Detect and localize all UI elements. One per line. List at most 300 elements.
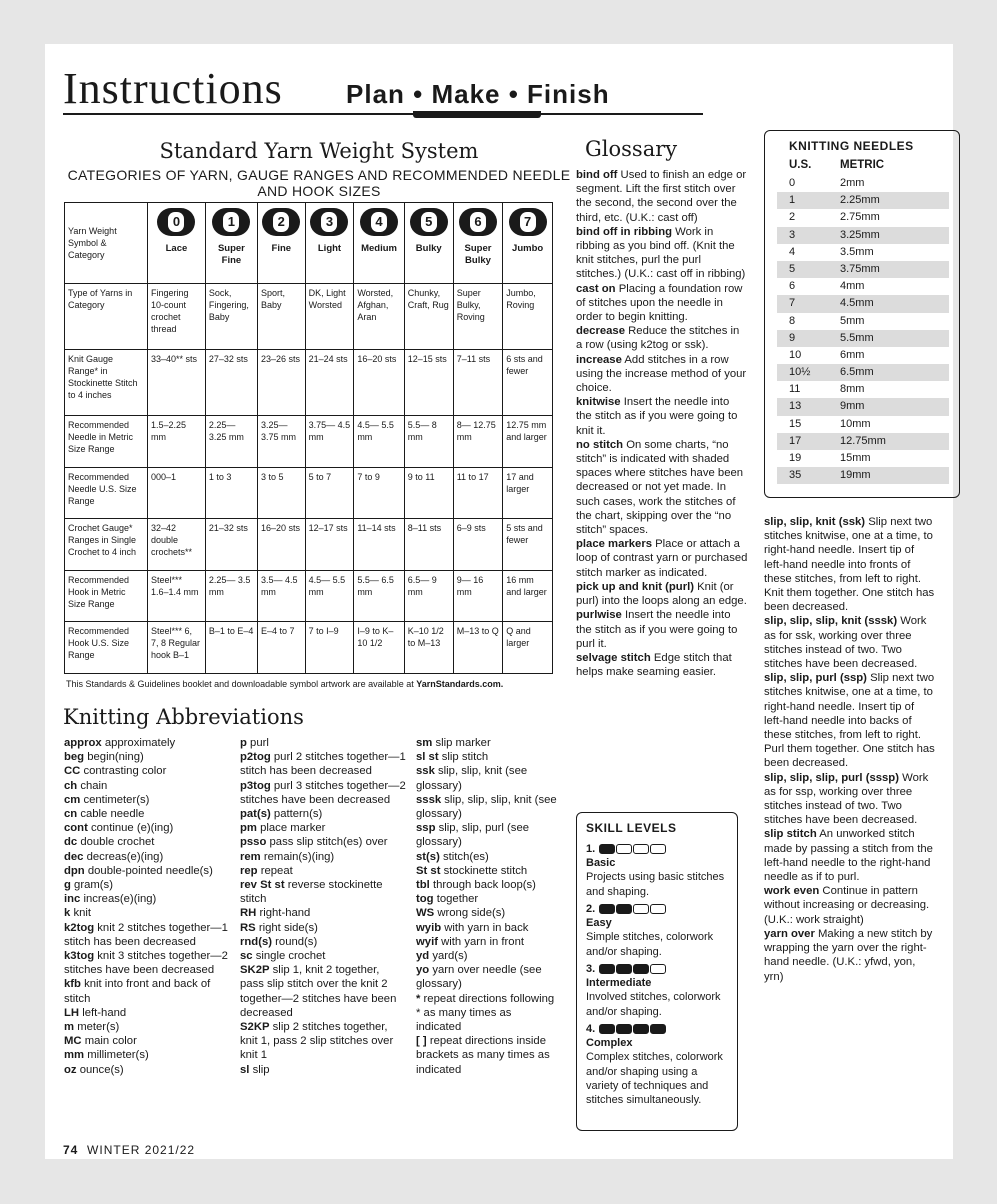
yarn-note [66, 679, 503, 689]
needles-metric-header: METRIC [840, 159, 885, 171]
yarn-system-title: Standard Yarn Weight System [159, 139, 479, 163]
needle-row [777, 467, 949, 484]
glossary-definition: Slip next two stitches knitwise, one at a time, to right-hand needle. Insert tip of left-hand needle into fronts of these stitches, from left to right. Knit them together. One stitch has been decreased. [764, 516, 935, 614]
yarn-cell: 11 to 17 [453, 467, 503, 519]
yarn-table-row [65, 284, 553, 350]
glossary-definition: Insert the needle into the stitch as if you were going to purl it. [576, 609, 738, 650]
abbreviation-term: pm [240, 822, 257, 835]
abbreviation-term: tog [416, 893, 434, 906]
abbreviation-definition: knit 3 stitches together—2 stitches have been decreased [64, 950, 228, 977]
needle-us-size: 5 [789, 262, 796, 275]
skill-meter-segment [616, 904, 632, 914]
skill-meter-segment [599, 964, 615, 974]
needle-metric-size: 3.75mm [840, 262, 880, 275]
yarn-cell: 8–11 sts [404, 519, 453, 571]
glossary-entry [576, 537, 748, 580]
skill-meter-segment [650, 1024, 666, 1034]
glossary-entry [576, 395, 748, 438]
abbreviation-item [64, 736, 232, 750]
abbreviation-term: dc [64, 836, 78, 849]
page-subtitle: Plan • Make • Finish [346, 79, 610, 109]
abbreviation-term: k2tog [64, 921, 95, 934]
skill-level-2 [586, 902, 731, 959]
abbreviation-term: sm [416, 737, 433, 749]
abbreviation-item [64, 864, 232, 878]
yarn-category-4 [354, 203, 404, 284]
abbreviation-definition: decreas(e)(ing) [86, 850, 164, 863]
abbreviation-term: beg [64, 751, 85, 764]
abbreviation-item [64, 807, 232, 821]
abbreviation-item [240, 821, 406, 835]
abbreviation-term: st(s) [416, 850, 440, 863]
abbreviation-item [240, 878, 406, 906]
skill-meter-icon [598, 963, 666, 975]
abbreviation-item [240, 750, 406, 778]
yarn-category-2 [257, 203, 305, 284]
abbreviation-item [64, 949, 232, 977]
abbreviation-item [240, 1063, 406, 1077]
skill-level-heading [586, 902, 731, 916]
yarn-row-label: Type of Yarns in Category [65, 284, 148, 350]
abbreviation-item [416, 935, 558, 949]
abbreviation-item [416, 878, 558, 892]
glossary-definition: Place or attach a loop of contrast yarn or purchased stitch marker as indicated. [576, 538, 748, 579]
abbreviation-item [64, 779, 232, 793]
skill-level-number: 2. [586, 903, 596, 915]
skill-level-number: 4. [586, 1023, 596, 1035]
glossary-term: slip stitch [764, 828, 817, 841]
yarn-row-label: Recommended Needle U.S. Size Range [65, 467, 148, 519]
abbreviation-item [64, 850, 232, 864]
abbreviation-term: SK2P [240, 964, 270, 977]
yarn-category-1 [205, 203, 257, 284]
abbreviation-term: rep [240, 864, 258, 877]
yarn-cell: Sock, Fingering, Baby [205, 284, 257, 350]
yarn-cell: 9— 16 mm [453, 570, 503, 622]
yarn-symbol-number: 6 [470, 212, 486, 232]
yarn-symbol-number: 5 [421, 212, 437, 232]
abbreviation-term: approx [64, 737, 102, 749]
yarn-category-5 [404, 203, 453, 284]
yarn-symbol-number: 2 [273, 212, 289, 232]
glossary-definition: Insert the needle into the stitch as if you were going to knit it. [576, 396, 738, 437]
title-tab [413, 111, 541, 118]
needle-us-size: 10½ [789, 366, 811, 379]
abbreviation-definition: increas(e)(ing) [83, 893, 157, 906]
abbreviation-item [240, 935, 406, 949]
abbreviation-definition: purl [250, 737, 269, 749]
yarn-cell: 27–32 sts [205, 350, 257, 416]
abbreviation-definition: slip stitch [441, 751, 489, 764]
abbreviation-definition: slip, slip, purl (see glossary) [416, 822, 530, 849]
abbreviation-definition: meter(s) [77, 1021, 120, 1034]
yarn-system-subtitle: CATEGORIES OF YARN, GAUGE RANGES AND RECOMMENDED NEEDLE AND HOOK SIZES [67, 167, 571, 199]
abbreviation-item [240, 850, 406, 864]
glossary-entry [764, 771, 936, 828]
glossary-definition: Add stitches in a row using the increase method of your choice. [576, 353, 747, 395]
abbreviation-definition: main color [84, 1035, 137, 1048]
yarn-row-label: Crochet Gauge* Ranges in Single Crochet to 4 inch [65, 519, 148, 571]
abbreviation-definition: reverse stockinette stitch [240, 879, 383, 906]
glossary-term: slip, slip, purl (ssp) [764, 672, 867, 685]
abbreviation-term: inc [64, 893, 81, 906]
needle-metric-size: 6mm [840, 348, 865, 361]
yarn-table-row [65, 416, 553, 468]
abbreviation-definition: knit into front and back of stitch [64, 978, 211, 1005]
abbreviation-term: p [240, 737, 247, 749]
yarn-cell: 2.25— 3.5 mm [205, 570, 257, 622]
glossary-term: bind off in ribbing [576, 225, 672, 238]
abbreviation-definition: chain [80, 779, 108, 792]
abbreviation-definition: cable needle [80, 808, 145, 821]
abbreviation-term: k3tog [64, 950, 95, 963]
yarn-cell: 11–14 sts [354, 519, 404, 571]
abbreviation-term: sl [240, 1063, 250, 1076]
abbreviation-definition: gram(s) [74, 879, 113, 892]
yarn-cell: 17 and larger [503, 467, 553, 519]
abbreviation-definition: repeat directions following * as many times as indicated [416, 992, 555, 1034]
yarn-cell: 9 to 11 [404, 467, 453, 519]
abbreviation-item [240, 736, 406, 750]
abbreviation-item [416, 906, 558, 920]
needle-us-size: 11 [789, 383, 801, 396]
yarn-cell: K–10 1/2 to M–13 [404, 622, 453, 674]
abbreviation-definition: place marker [260, 822, 326, 835]
yarn-row-label: Knit Gauge Range* in Stockinette Stitch to 4 inches [65, 350, 148, 416]
yarn-cell: 000–1 [148, 467, 206, 519]
yarn-cell: 5 to 7 [305, 467, 354, 519]
abbreviation-definition: approximately [104, 737, 176, 749]
skill-meter-segment [616, 844, 632, 854]
needle-row [777, 261, 949, 278]
abbreviation-term: cont [64, 822, 88, 835]
glossary-term: work even [764, 885, 820, 898]
abbreviation-definition: yarn over needle (see glossary) [416, 964, 542, 991]
abbreviation-definition: pass slip stitch(es) over [269, 836, 388, 849]
abbreviation-definition: together [436, 893, 479, 906]
needle-metric-size: 4.5mm [840, 297, 874, 310]
skill-meter-segment [599, 904, 615, 914]
skill-level-description: Projects using basic stitches and shaping. [586, 871, 725, 898]
abbreviation-item [240, 921, 406, 935]
yarn-symbol-icon [459, 208, 497, 236]
glossary-definition: An unworked stitch made by passing a stitch from the left-hand needle to the right-hand needle as if to purl. [764, 828, 933, 884]
needle-metric-size: 19mm [840, 469, 871, 482]
abbreviation-item [416, 764, 558, 792]
abbreviation-term: wyif [416, 935, 438, 948]
glossary-term: slip, slip, slip, purl (sssp) [764, 771, 899, 784]
glossary-definition: Work as for ssk, working over three stitches instead of two. Two stitches have been decreased. [764, 615, 927, 671]
abbreviation-definition: slip [252, 1063, 270, 1076]
needle-row [777, 347, 949, 364]
glossary-entry [576, 282, 748, 325]
yarn-category-name: Jumbo [512, 243, 544, 254]
glossary-definition: Work in ribbing as you bind off. (Knit the knit stitches, purl the purl stitches.) (U.K.: cast off in ribbing) [576, 225, 746, 281]
skill-level-1 [586, 842, 731, 899]
yarn-symbol-number: 0 [168, 212, 184, 232]
yarn-cell: 12–15 sts [404, 350, 453, 416]
yarn-symbol-icon [310, 208, 348, 236]
abbreviation-definition: begin(ning) [87, 751, 144, 764]
abbreviation-term: kfb [64, 978, 81, 991]
abbreviation-term: cm [64, 793, 81, 806]
yarn-cell: 12.75 mm and larger [503, 416, 553, 468]
needle-us-size: 13 [789, 400, 802, 413]
yarn-cell: Super Bulky, Roving [453, 284, 503, 350]
abbreviations-title: Knitting Abbreviations [63, 705, 304, 729]
glossary-definition: Continue in pattern without increasing or decreasing. (U.K.: work straight) [764, 885, 930, 926]
yarn-category-6 [453, 203, 503, 284]
glossary-definition: Edge stitch that helps make seaming easier. [576, 651, 732, 679]
abbreviation-item [240, 963, 406, 1020]
abbreviation-definition: repeat directions inside brackets as many times as indicated [416, 1035, 550, 1076]
needle-row [777, 175, 949, 192]
yarn-cell: 3.75— 4.5 mm [305, 416, 354, 468]
skill-meter-segment [599, 1024, 615, 1034]
yarn-table-row [65, 467, 553, 519]
glossary-term: cast on [576, 282, 616, 295]
abbreviation-definition: round(s) [275, 935, 318, 948]
abbreviation-item [240, 807, 406, 821]
yarn-note-link[interactable]: YarnStandards.com. [416, 679, 504, 689]
abbreviations-column-2 [240, 736, 406, 1077]
abbreviation-term: wyib [416, 921, 442, 934]
needle-row [777, 330, 949, 347]
abbreviation-item [416, 892, 558, 906]
needle-us-size: 7 [789, 297, 796, 310]
needles-us-header: U.S. [789, 159, 812, 171]
yarn-cell: Steel*** 1.6–1.4 mm [148, 570, 206, 622]
yarn-symbol-icon [360, 208, 398, 236]
skill-level-number: 3. [586, 963, 596, 975]
glossary-term: slip, slip, knit (ssk) [764, 516, 866, 528]
glossary-entry [576, 651, 748, 679]
abbreviation-item [240, 779, 406, 807]
abbreviation-term: rnd(s) [240, 935, 273, 948]
glossary-term: knitwise [576, 396, 621, 409]
needle-metric-size: 2mm [840, 177, 865, 189]
yarn-symbol-number: 1 [223, 212, 239, 232]
abbreviation-term: rem [240, 850, 261, 863]
needle-metric-size: 3.5mm [840, 245, 874, 258]
abbreviation-definition: double crochet [80, 836, 155, 849]
abbreviation-item [416, 992, 558, 1035]
abbreviation-definition: purl 2 stitches together—1 stitch has been decreased [240, 751, 406, 778]
yarn-cell: 3.25— 3.75 mm [257, 416, 305, 468]
abbreviation-term: g [64, 879, 71, 892]
abbreviation-definition: slip, slip, knit (see glossary) [416, 765, 528, 792]
abbreviation-item [64, 793, 232, 807]
yarn-cell: 23–26 sts [257, 350, 305, 416]
glossary-term: purlwise [576, 609, 622, 622]
yarn-cell: 1 to 3 [205, 467, 257, 519]
abbreviation-term: p2tog [240, 751, 271, 764]
yarn-category-0 [148, 203, 206, 284]
abbreviation-item [240, 949, 406, 963]
yarn-cell: 7 to I–9 [305, 622, 354, 674]
abbreviation-term: RS [240, 921, 256, 934]
needle-us-size: 4 [789, 245, 796, 258]
skill-meter-segment [599, 844, 615, 854]
abbreviation-term: S2KP [240, 1021, 270, 1034]
abbreviation-term: oz [64, 1063, 77, 1076]
abbreviation-term: m [64, 1021, 75, 1034]
yarn-cell: 16–20 sts [354, 350, 404, 416]
yarn-cell: 5.5— 6.5 mm [354, 570, 404, 622]
yarn-category-7 [503, 203, 553, 284]
glossary-term: yarn over [764, 927, 815, 940]
yarn-category-name: Super Bulky [464, 243, 492, 266]
abbreviation-definition: ounce(s) [79, 1063, 124, 1076]
needle-metric-size: 3.25mm [840, 228, 880, 241]
needle-row [777, 433, 949, 450]
yarn-row-label: Recommended Hook in Metric Size Range [65, 570, 148, 622]
glossary-entry [576, 580, 748, 608]
glossary-definition: Knit (or purl) into the loops along an edge. [576, 580, 747, 608]
needle-row [777, 295, 949, 312]
abbreviation-term: MC [64, 1035, 82, 1048]
footer [63, 1143, 195, 1157]
abbreviation-definition: repeat [260, 864, 293, 877]
glossary-entry [764, 827, 936, 884]
needle-us-size: 17 [789, 434, 802, 447]
abbreviation-definition: left-hand [82, 1006, 127, 1019]
skill-level-number: 1. [586, 843, 596, 855]
skill-level-description: Complex stitches, colorwork and/or shaping using a variety of techniques and stitches simultaneously. [586, 1051, 723, 1107]
abbreviation-term: ch [64, 779, 78, 792]
yarn-symbol-icon [157, 208, 195, 236]
abbreviation-item [64, 835, 232, 849]
yarn-cell: 3 to 5 [257, 467, 305, 519]
glossary-term: increase [576, 353, 622, 366]
glossary-term: place markers [576, 538, 652, 551]
abbreviation-term: yd [416, 950, 430, 963]
abbreviation-item [416, 850, 558, 864]
yarn-category-name: Super Fine [217, 243, 245, 266]
abbreviation-term: sc [240, 950, 253, 963]
abbreviation-definition: remain(s)(ing) [263, 850, 335, 863]
glossary-entry [764, 515, 936, 614]
abbreviation-item [64, 764, 232, 778]
abbreviation-definition: pattern(s) [273, 808, 323, 821]
yarn-cell: DK, Light Worsted [305, 284, 354, 350]
yarn-cell: Q and larger [503, 622, 553, 674]
yarn-table-row [65, 350, 553, 416]
yarn-cell: 5 sts and fewer [503, 519, 553, 571]
needle-row [777, 398, 949, 415]
abbreviation-item [64, 1020, 232, 1034]
skill-meter-segment [650, 904, 666, 914]
abbreviation-item [416, 821, 558, 849]
skill-meter-segment [633, 1024, 649, 1034]
abbreviation-definition: continue (e)(ing) [91, 822, 174, 835]
abbreviation-term: * [416, 992, 421, 1005]
glossary-entry [576, 225, 748, 282]
abbreviations-column-1 [64, 736, 232, 1077]
glossary-definition: Work as for ssp, working over three stitches instead of two. Two stitches have been decreased. [764, 771, 929, 827]
abbreviation-definition: right side(s) [258, 921, 318, 934]
abbreviation-item [64, 821, 232, 835]
needle-metric-size: 4mm [840, 280, 865, 293]
glossary-definition: Reduce the stitches in a row (using k2tog or ssk). [576, 325, 740, 352]
skill-level-heading [586, 842, 731, 856]
yarn-cell: 3.5— 4.5 mm [257, 570, 305, 622]
glossary-entry [576, 324, 748, 352]
yarn-cell: 21–24 sts [305, 350, 354, 416]
abbreviation-term: dec [64, 850, 84, 863]
needle-us-size: 8 [789, 314, 796, 327]
abbreviation-definition: single crochet [255, 950, 326, 963]
yarn-cell: 7 to 9 [354, 467, 404, 519]
yarn-cell: Chunky, Craft, Rug [404, 284, 453, 350]
glossary-term: no stitch [576, 438, 624, 451]
needle-row [777, 364, 949, 381]
glossary-column-right [764, 515, 936, 984]
needle-row [777, 381, 949, 398]
yarn-cell: Fingering 10-count crochet thread [148, 284, 206, 350]
yarn-cell: 6–9 sts [453, 519, 503, 571]
abbreviation-item [240, 835, 406, 849]
abbreviation-term: WS [416, 907, 435, 920]
abbreviation-definition: stockinette stitch [443, 864, 528, 877]
glossary-definition: Placing a foundation row of stitches upon the needle in order to begin knitting. [576, 282, 743, 324]
glossary-definition: Slip next two stitches knitwise, one at a time, to right-hand needle. Insert tip of left-hand needle into backs of these stitches, from left to right. Purl them together. One stitch has been decreased. [764, 672, 935, 770]
yarn-cell: 1.5–2.25 mm [148, 416, 206, 468]
yarn-header-label: Yarn Weight Symbol & Category [65, 203, 148, 284]
skill-level-name: Intermediate [586, 977, 652, 990]
yarn-cell: 16–20 sts [257, 519, 305, 571]
needle-metric-size: 12.75mm [840, 434, 886, 447]
yarn-category-name: Medium [361, 243, 397, 254]
skill-levels-title: SKILL LEVELS [586, 821, 677, 835]
yarn-symbol-icon [410, 208, 448, 236]
yarn-cell: Jumbo, Roving [503, 284, 553, 350]
skill-level-heading [586, 1022, 731, 1036]
abbreviation-item [416, 750, 558, 764]
needle-us-size: 6 [789, 280, 796, 293]
abbreviation-definition: double-pointed needle(s) [87, 864, 213, 877]
abbreviation-term: St st [416, 864, 441, 877]
abbreviation-term: LH [64, 1006, 80, 1019]
yarn-symbol-icon [212, 208, 250, 236]
needle-row [777, 227, 949, 244]
needle-row [777, 209, 949, 226]
skill-meter-segment [633, 964, 649, 974]
skill-meter-icon [598, 843, 666, 855]
needles-rows [777, 175, 949, 484]
yarn-cell: 4.5— 5.5 mm [305, 570, 354, 622]
yarn-symbol-icon [262, 208, 300, 236]
abbreviation-item [416, 864, 558, 878]
yarn-cell: 7–11 sts [453, 350, 503, 416]
needle-us-size: 15 [789, 417, 802, 430]
glossary-entry [764, 671, 936, 770]
glossary-entry [764, 884, 936, 927]
abbreviation-definition: with yarn in front [441, 935, 525, 948]
glossary-term: pick up and knit (purl) [576, 580, 694, 593]
needle-row [777, 450, 949, 467]
abbreviation-term: sl st [416, 751, 439, 764]
glossary-entry [576, 353, 748, 396]
abbreviation-definition: slip 1, knit 2 together, pass slip stitch over the knit 2 together—2 stitches have been decreased [240, 964, 397, 1019]
glossary-term: slip, slip, slip, knit (sssk) [764, 615, 898, 628]
glossary-entry [576, 168, 748, 225]
needle-metric-size: 15mm [840, 452, 871, 464]
needle-row [777, 278, 949, 295]
yarn-cell: Steel*** 6, 7, 8 Regular hook B–1 [148, 622, 206, 674]
abbreviation-item [64, 1048, 232, 1062]
abbreviation-definition: centimeter(s) [83, 793, 150, 806]
